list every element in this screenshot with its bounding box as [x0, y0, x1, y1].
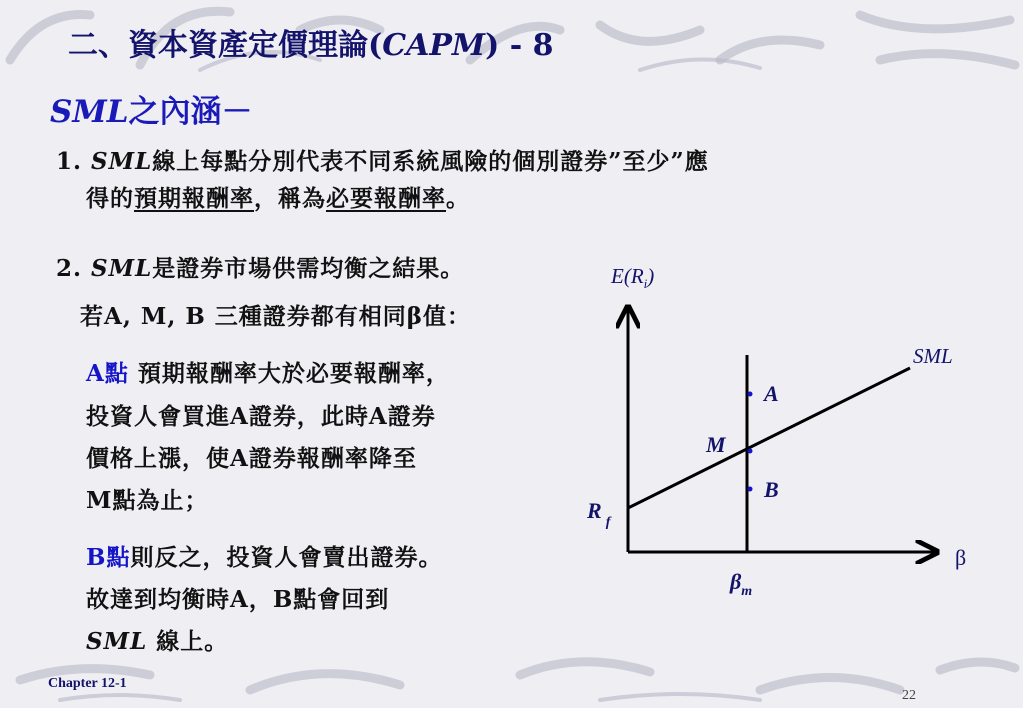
y-axis-label: $E(R_i)$ — [611, 264, 655, 291]
case-b-line1: B點則反之，投資人會賣出證券。 — [86, 544, 443, 571]
case-a-line4: M點為止； — [86, 487, 209, 514]
point1-line1: 1. SML線上每點分別代表不同系統風險的個別證券”至少”應 — [56, 148, 709, 175]
sml-label: SML — [913, 344, 953, 368]
point-b-marker — [748, 487, 753, 492]
case-a-line1: A點 預期報酬率大於必要報酬率， — [86, 360, 450, 387]
point-m-marker — [748, 449, 753, 454]
case-a-line2: 投資人會買進A證券，此時A證券 — [86, 403, 436, 430]
section-subtitle: SML之內涵－ — [50, 94, 253, 130]
x-axis-label: β — [955, 545, 967, 570]
rf-label: R $_f$ — [587, 498, 611, 530]
point2-line2: 若A, M, B 三種證券都有相同β值： — [80, 303, 472, 330]
sml-diagram — [575, 255, 995, 615]
slide-title: 二、資本資產定價理論(CAPM) - 8 — [68, 28, 554, 63]
point-b-label: B — [764, 477, 779, 502]
case-b-line2: 故達到均衡時A，B點會回到 — [86, 586, 390, 613]
point-m-label: M — [706, 432, 726, 457]
point2-line1: 2. SML是證券市場供需均衡之結果。 — [56, 255, 465, 282]
beta-m-label: $\beta_m$ — [730, 569, 753, 599]
point-a-marker — [748, 392, 753, 397]
point-a-label: A — [764, 381, 779, 406]
case-b-line3: SML 線上。 — [86, 628, 229, 655]
page-number: 22 — [902, 688, 916, 703]
point1-line2: 得的預期報酬率，稱為必要報酬率。 — [86, 185, 470, 212]
case-a-line3: 價格上漲，使A證券報酬率降至 — [86, 445, 417, 472]
chapter-label: Chapter 12-1 — [48, 676, 127, 691]
